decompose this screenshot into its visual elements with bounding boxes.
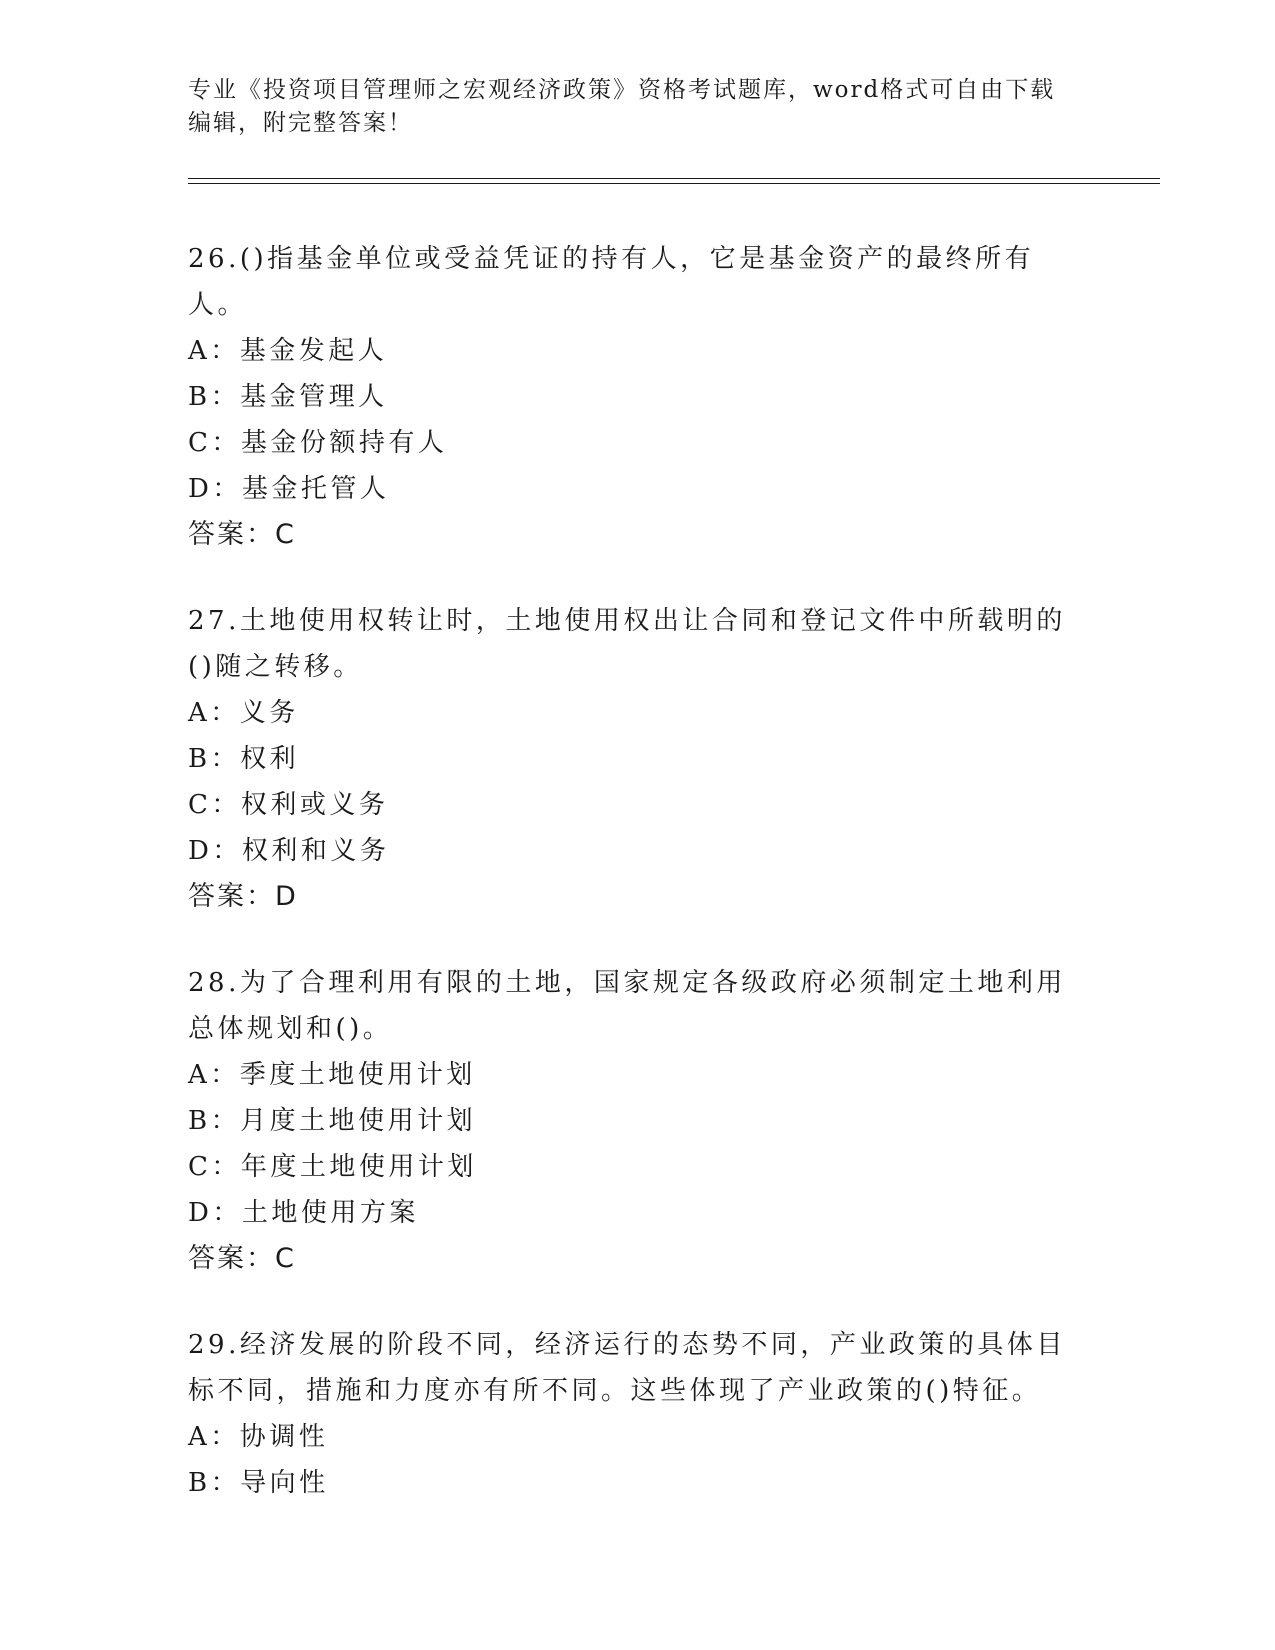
option-c: C：基金份额持有人 (188, 428, 448, 458)
question-29 (188, 1322, 1088, 1506)
header-rule-top (188, 178, 1160, 179)
question-28 (188, 960, 1088, 1282)
option-a: A：基金发起人 (188, 336, 388, 366)
question-27 (188, 598, 1088, 920)
option-b: B：权利 (188, 744, 300, 774)
question-text: 26.()指基金单位或受益凭证的持有人，它是基金资产的最终所有人。 (188, 244, 1035, 320)
header-rule-bottom (188, 183, 1160, 184)
option-d: D：基金托管人 (188, 474, 390, 504)
question-text: 29.经济发展的阶段不同，经济运行的态势不同，产业政策的具体目标不同，措施和力度亦有所不同。这些体现了产业政策的()特征。 (188, 1330, 1066, 1406)
option-c: C：权利或义务 (188, 790, 389, 820)
answer-line: 答案：C (188, 1243, 296, 1274)
option-d: D：权利和义务 (188, 836, 390, 866)
document-header: 专业《投资项目管理师之宏观经济政策》资格考试题库，word格式可自由下载编辑，附完整答案！ (188, 77, 1056, 136)
option-a: A：季度土地使用计划 (188, 1060, 476, 1090)
option-c: C：年度土地使用计划 (188, 1152, 477, 1182)
question-list (188, 236, 1088, 1546)
option-a: A：义务 (188, 698, 299, 728)
option-a: A：协调性 (188, 1422, 329, 1452)
option-b: B：月度土地使用计划 (188, 1106, 477, 1136)
answer-line: 答案：C (188, 519, 296, 550)
question-26 (188, 236, 1088, 558)
question-text: 28.为了合理利用有限的土地，国家规定各级政府必须制定土地利用总体规划和()。 (188, 968, 1066, 1044)
question-text: 27.土地使用权转让时，土地使用权出让合同和登记文件中所载明的()随之转移。 (188, 606, 1066, 682)
option-b: B：导向性 (188, 1468, 329, 1498)
option-b: B：基金管理人 (188, 382, 388, 412)
option-d: D：土地使用方案 (188, 1198, 419, 1228)
answer-line: 答案：D (188, 881, 298, 912)
